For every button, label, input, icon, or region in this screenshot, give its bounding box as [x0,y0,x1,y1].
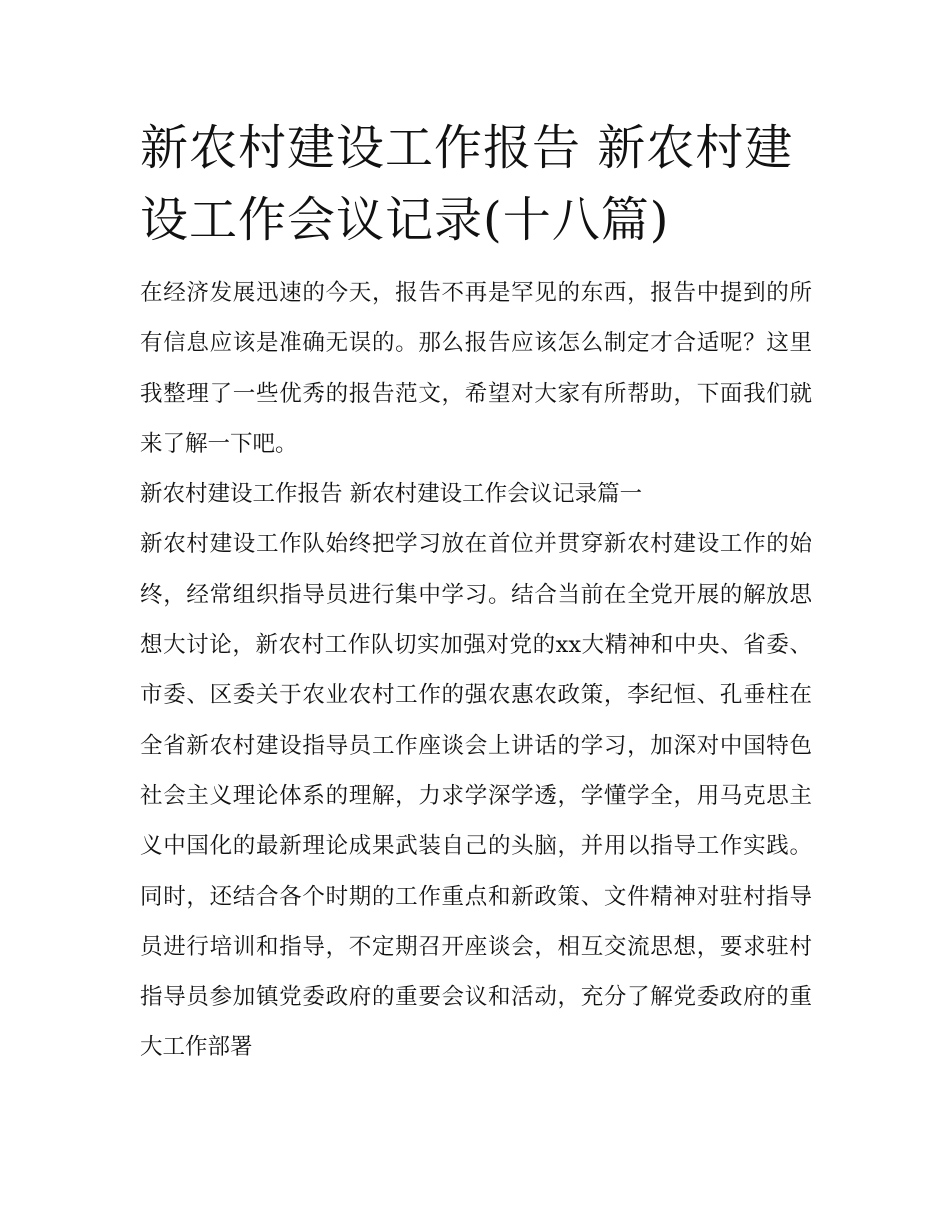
section-body-paragraph: 新农村建设工作队始终把学习放在首位并贯穿新农村建设工作的始终，经常组织指导员进行集中学习。结合当前在全党开展的解放思想大讨论，新农村工作队切实加强对党的xx大精神和中央、省委、市委、区委关于农业农村工作的强农惠农政策，李纪恒、孔垂柱在全省新农村建设指导员工作座谈会上讲话的学习，加深对中国特色社会主义理论体系的理解，力求学深学透，学懂学全，用马克思主义中国化的最新理论成果武装自己的头脑，并用以指导工作实践。同时，还结合各个时期的工作重点和新政策、文件精神对驻村指导员进行培训和指导，不定期召开座谈会，相互交流思想，要求驻村指导员参加镇党委政府的重要会议和活动，充分了解党委政府的重大工作部署 [140,531,812,1061]
document-title: 新农村建设工作报告 新农村建设工作会议记录(十八篇) [140,120,794,248]
intro-paragraph: 在经济发展迅速的今天，报告不再是罕见的东西，报告中提到的所有信息应该是准确无误的。那么报告应该怎么制定才合适呢？这里我整理了一些优秀的报告范文，希望对大家有所帮助，下面我们就来了解一下吧。 [140,280,812,457]
document-content [140,112,812,1073]
section-heading: 新农村建设工作报告 新农村建设工作会议记录篇一 [140,481,643,508]
